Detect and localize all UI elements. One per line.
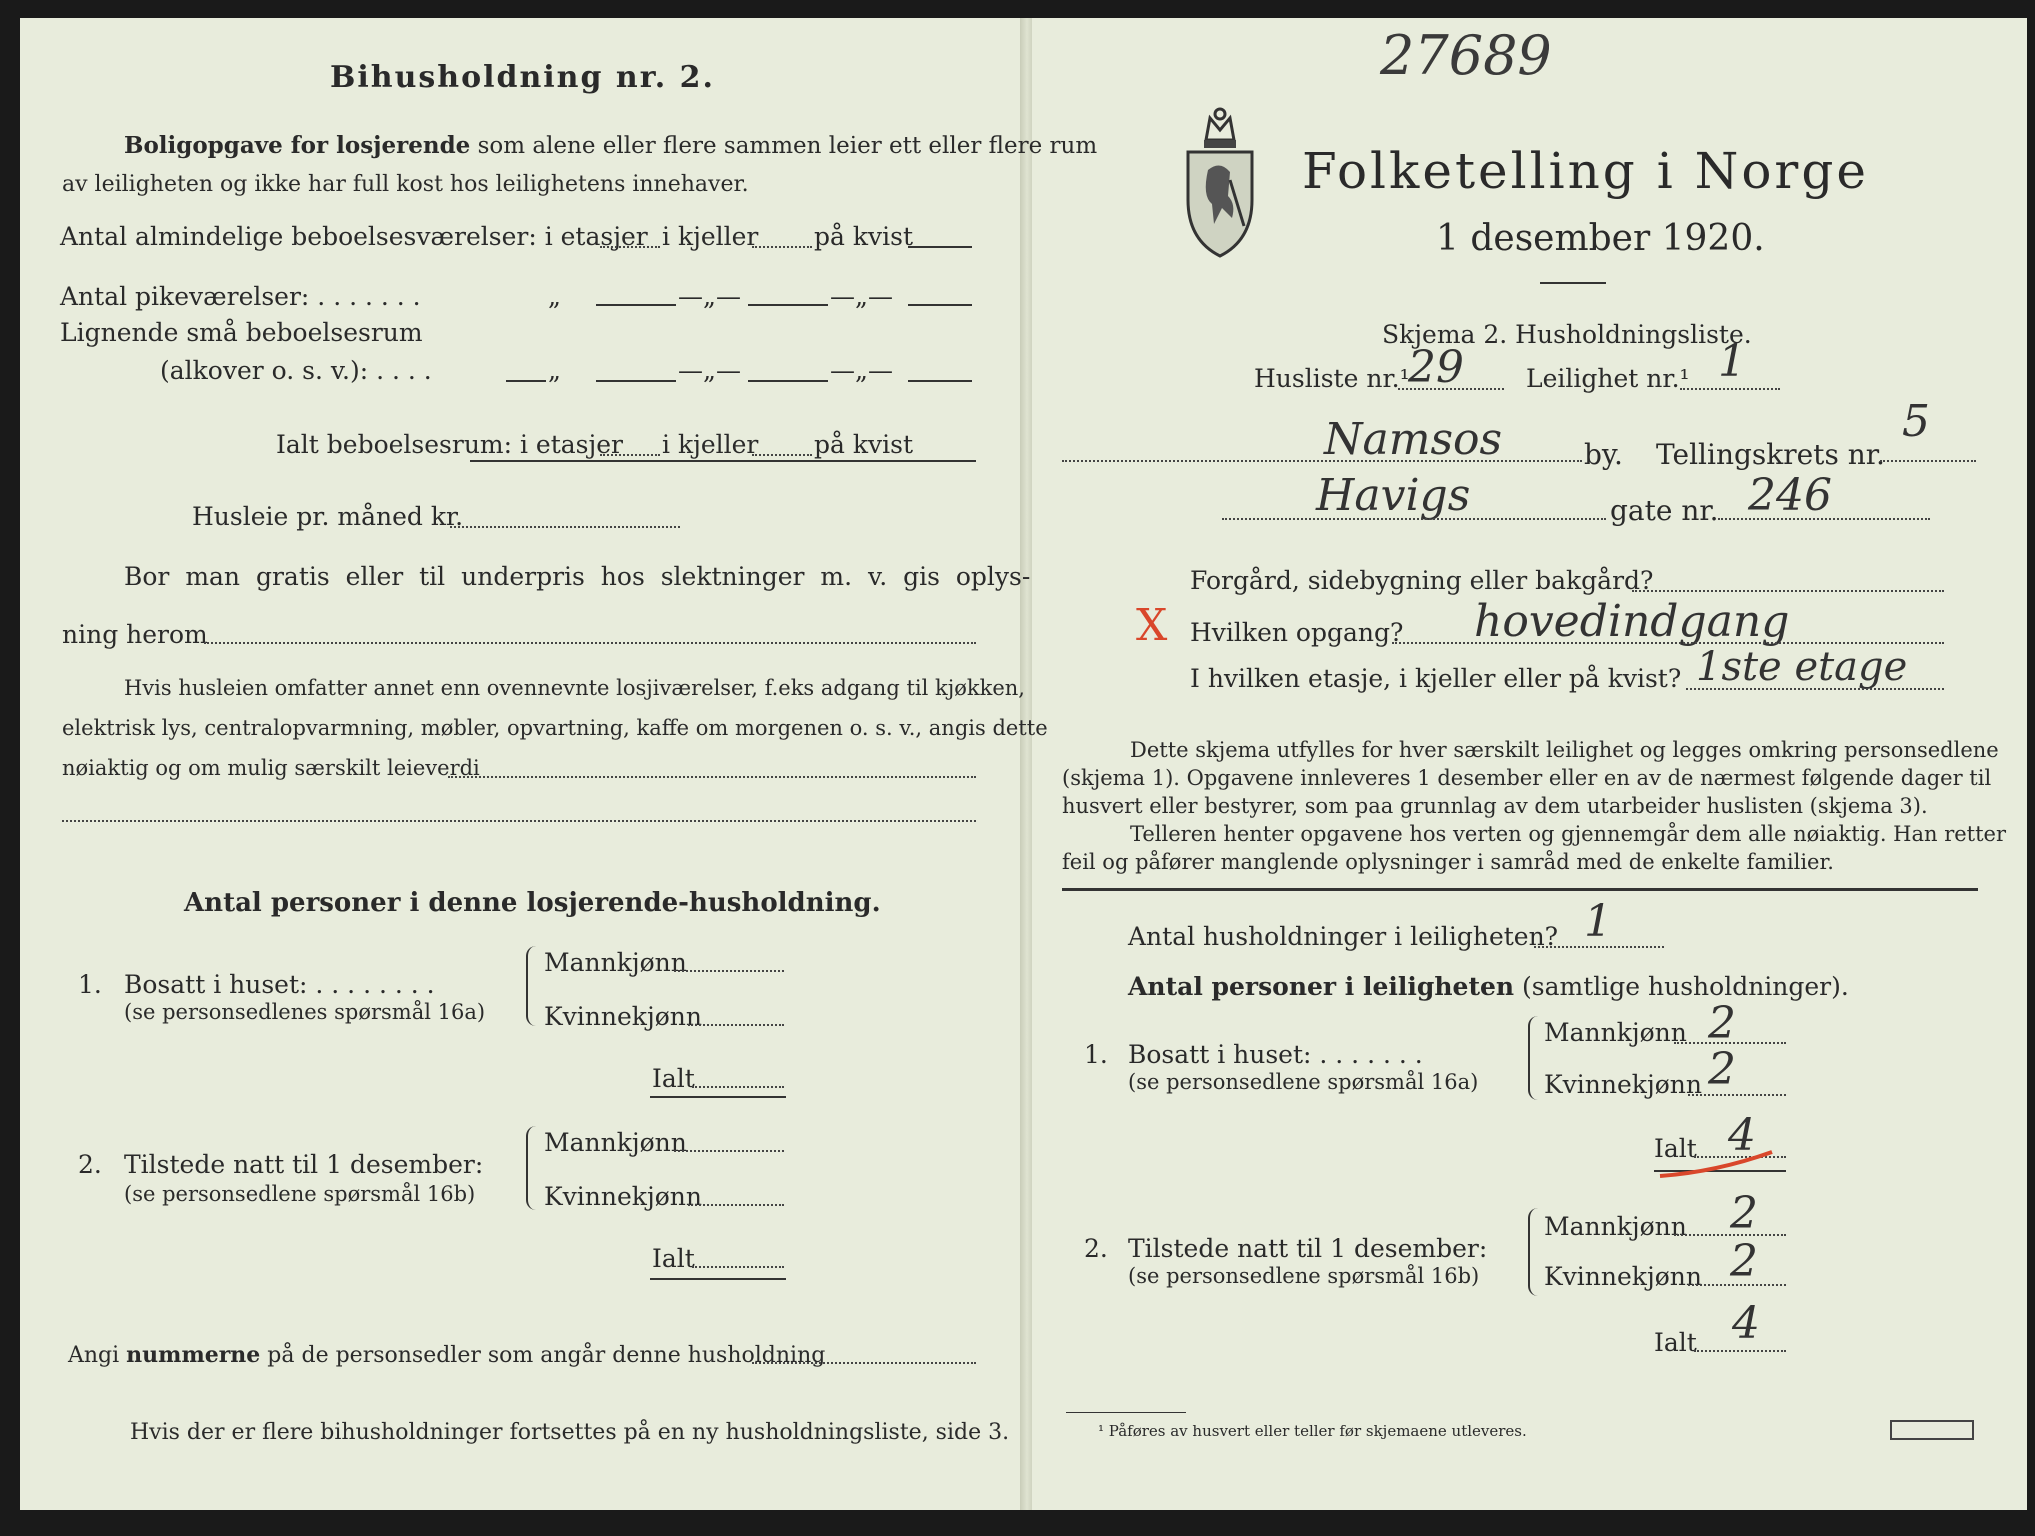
r-q2-brace [1528, 1208, 1542, 1296]
apartment-label: Leilighet nr.¹ [1526, 364, 1690, 393]
q1-brace [526, 946, 540, 1026]
households-question: Antal husholdninger i leiligheten? [1128, 922, 1559, 951]
entrance-value: hovedindgang [1474, 596, 1790, 647]
similar-label-1: Lignende små beboelsesrum [60, 318, 423, 347]
floor-value: 1ste etage [1696, 644, 1908, 690]
q2-total-field[interactable] [692, 1266, 784, 1268]
street-number-value: 246 [1748, 470, 1832, 521]
total-underline [470, 460, 976, 462]
similar-basement-field[interactable] [748, 380, 828, 382]
ditto-mark: —„— [678, 282, 741, 311]
ditto-mark: —„— [830, 356, 893, 385]
street-field[interactable] [1222, 518, 1606, 520]
maids-attic-field[interactable] [908, 304, 972, 306]
rooms-label: Antal almindelige beboelsesværelser: i etasjer [60, 222, 648, 251]
note-line-2: elektrisk lys, centralopvarmning, møbler, opvartning, kaffe om morgenen o. s. v., angis dette [62, 716, 1048, 740]
r-q1-brace [1528, 1016, 1542, 1100]
note-field-2[interactable] [62, 820, 976, 822]
r-q2-label: Tilstede natt til 1 desember: [1128, 1234, 1488, 1263]
house-list-field[interactable] [1398, 388, 1504, 390]
section-divider [1062, 888, 1978, 891]
q1-male-label: Mannkjønn [544, 948, 687, 977]
r-q1-number: 1. [1084, 1040, 1108, 1069]
q1-total-field[interactable] [692, 1086, 784, 1088]
maids-label: Antal pikeværelser: . . . . . . . [60, 282, 421, 311]
total-basement-field[interactable] [752, 454, 812, 456]
total-rooms-label: Ialt beboelsesrum: i etasjer [276, 430, 624, 459]
city-field[interactable] [1062, 460, 1582, 462]
q2-number: 2. [78, 1150, 102, 1179]
ditto-mark: —„— [678, 356, 741, 385]
free-text-1: Bor man gratis eller til underpris hos slektninger m. v. gis oplys- [124, 562, 1031, 591]
similar-prefix-line [506, 380, 546, 382]
q2-female-label: Kvinnekjønn [544, 1182, 702, 1211]
form-date: 1 desember 1920. [1436, 218, 1765, 259]
total-floor-field[interactable] [600, 454, 660, 456]
q1-male-field[interactable] [674, 970, 784, 972]
r-q2-total-label: Ialt [1654, 1328, 1697, 1357]
r-q1-sub: (se personsedlene spørsmål 16a) [1128, 1070, 1479, 1094]
intro-bold: Boligopgave for losjerende [124, 132, 471, 159]
r-q2-number: 2. [1084, 1234, 1108, 1263]
r-q1-total-label: Ialt [1654, 1134, 1697, 1163]
numbers-rest: på de personsedler som angår denne husholdning [260, 1343, 826, 1368]
red-correction-stroke [1656, 1146, 1776, 1182]
district-field[interactable] [1880, 460, 1976, 462]
q2-total-label: Ialt [652, 1244, 695, 1273]
r-q2-female-value: 2 [1730, 1236, 1758, 1287]
apartment-value: 1 [1718, 336, 1746, 387]
street-label: gate nr. [1610, 494, 1719, 527]
persons-bold: Antal personer i leiligheten [1128, 972, 1515, 1001]
coat-of-arms-icon [1180, 100, 1260, 260]
r-q2-total-value: 4 [1732, 1298, 1760, 1349]
entrance-question: Hvilken opgang? [1190, 618, 1404, 647]
ditto-mark: „ [548, 282, 561, 311]
q2-total-rule [650, 1278, 786, 1280]
households-value: 1 [1584, 896, 1612, 947]
apartment-field[interactable] [1680, 388, 1780, 390]
households-field[interactable] [1534, 946, 1664, 948]
title-rule [1540, 282, 1606, 284]
district-label: Tellingskrets nr. [1656, 438, 1885, 471]
instructions-4: Telleren henter opgavene hos verten og gjennemgår dem alle nøiaktig. Han retter [1130, 822, 2007, 846]
left-title: Bihusholdning nr. 2. [330, 60, 715, 95]
note-field-1[interactable] [448, 776, 976, 778]
yard-question: Forgård, sidebygning eller bakgård? [1190, 566, 1654, 595]
instructions-2: (skjema 1). Opgavene innleveres 1 desember eller en av de nærmest følgende dager til [1062, 766, 1992, 790]
instructions-1: Dette skjema utfylles for hver særskilt leilighet og legges omkring personsedlene [1130, 738, 1999, 762]
instructions-5: feil og påfører manglende oplysninger i samråd med de enkelte familier. [1062, 850, 1834, 874]
numbers-bold: nummerne [126, 1342, 261, 1368]
r-q1-label: Bosatt i huset: . . . . . . . [1128, 1040, 1423, 1069]
rooms-attic-field[interactable] [908, 246, 972, 248]
r-q2-female-field[interactable] [1688, 1284, 1786, 1286]
rooms-attic: på kvist [814, 222, 913, 251]
q1-total-label: Ialt [652, 1064, 695, 1093]
note-line-3: nøiaktig og om mulig særskilt leieverdi [62, 756, 480, 780]
q1-female-field[interactable] [688, 1024, 784, 1026]
r-q2-sub: (se personsedlene spørsmål 16b) [1128, 1264, 1480, 1288]
floor-field[interactable] [1686, 688, 1944, 690]
similar-label-2: (alkover o. s. v.): . . . . [160, 356, 432, 385]
left-footer: Hvis der er flere bihusholdninger fortsettes på en ny husholdningsliste, side 3. [130, 1420, 1010, 1445]
r-q1-total-value: 4 [1728, 1110, 1756, 1161]
street-value: Havigs [1316, 470, 1471, 521]
rooms-basement: i kjeller [662, 222, 759, 251]
schema-label: Skjema 2. Husholdningsliste. [1382, 320, 1752, 349]
footnote-rule [1066, 1412, 1186, 1413]
floor-question: I hvilken etasje, i kjeller eller på kvist? [1190, 664, 1682, 693]
printer-stamp-icon [1890, 1420, 1974, 1440]
maids-basement-field[interactable] [748, 304, 828, 306]
free-text-2: ning herom [62, 620, 208, 649]
yard-field[interactable] [1632, 590, 1944, 592]
house-list-value: 29 [1408, 342, 1464, 393]
q1-total-rule [650, 1096, 786, 1098]
footnote: ¹ Påføres av husvert eller teller før skjemaene utleveres. [1098, 1422, 1527, 1440]
ditto-mark: „ [548, 356, 561, 385]
r-q2-female-label: Kvinnekjønn [1544, 1262, 1702, 1291]
persons-rest: (samtlige husholdninger). [1522, 972, 1849, 1001]
q1-female-label: Kvinnekjønn [544, 1002, 702, 1031]
q1-sub: (se personsedlenes spørsmål 16a) [124, 1000, 486, 1024]
rooms-basement-field[interactable] [752, 246, 812, 248]
r-q1-female-field[interactable] [1688, 1094, 1786, 1096]
r-q2-male-value: 2 [1730, 1188, 1758, 1239]
rooms-floor-field[interactable] [600, 246, 660, 248]
form-title: Folketelling i Norge [1302, 142, 1869, 200]
persons-heading-right [1128, 972, 1849, 1001]
rent-label: Husleie pr. måned kr. [192, 502, 464, 531]
district-value: 5 [1902, 396, 1930, 447]
numbers-prefix: Angi [68, 1343, 127, 1368]
similar-floor-field[interactable] [596, 380, 676, 382]
similar-attic-field[interactable] [908, 380, 972, 382]
q1-label: Bosatt i huset: . . . . . . . . [124, 970, 435, 999]
street-number-field[interactable] [1718, 518, 1930, 520]
q2-label: Tilstede natt til 1 desember: [124, 1150, 484, 1179]
r-q1-male-value: 2 [1708, 998, 1736, 1049]
q2-male-label: Mannkjønn [544, 1128, 687, 1157]
maids-floor-field[interactable] [596, 304, 676, 306]
city-value: Namsos [1324, 414, 1503, 465]
r-q1-female-label: Kvinnekjønn [1544, 1070, 1702, 1099]
numbers-field[interactable] [752, 1362, 976, 1364]
intro-line-1 [124, 132, 1097, 159]
note-line-1: Hvis husleien omfatter annet enn ovennevnte losjiværelser, f.eks adgang til kjøkken, [124, 676, 1025, 700]
house-list-label: Husliste nr.¹ [1254, 364, 1410, 393]
r-q2-male-label: Mannkjønn [1544, 1212, 1687, 1241]
total-basement: i kjeller [662, 430, 759, 459]
total-attic: på kvist [814, 430, 913, 459]
instructions-3: husvert eller bestyrer, som paa grunnlag av dem utarbeider huslisten (skjema 3). [1062, 794, 1928, 818]
q2-brace [526, 1126, 540, 1210]
q2-female-field[interactable] [688, 1204, 784, 1206]
q2-sub: (se personsedlene spørsmål 16b) [124, 1182, 476, 1206]
numbers-line [68, 1342, 825, 1368]
intro-line-2: av leiligheten og ikke har full kost hos leilighetens innehaver. [62, 172, 749, 197]
r-q2-total-field[interactable] [1694, 1350, 1786, 1352]
archive-number: 27689 [1380, 24, 1552, 87]
q2-male-field[interactable] [674, 1150, 784, 1152]
q1-number: 1. [78, 970, 102, 999]
red-check-mark: X [1136, 600, 1168, 651]
intro-rest: som alene eller flere sammen leier ett eller flere rum [477, 133, 1098, 159]
rent-field[interactable] [450, 526, 680, 528]
free-field[interactable] [204, 642, 976, 644]
city-label: by. [1584, 438, 1623, 471]
ditto-mark: —„— [830, 282, 893, 311]
r-q1-male-label: Mannkjønn [1544, 1018, 1687, 1047]
r-q1-female-value: 2 [1708, 1044, 1736, 1095]
persons-heading: Antal personer i denne losjerende-husholdning. [184, 888, 881, 918]
